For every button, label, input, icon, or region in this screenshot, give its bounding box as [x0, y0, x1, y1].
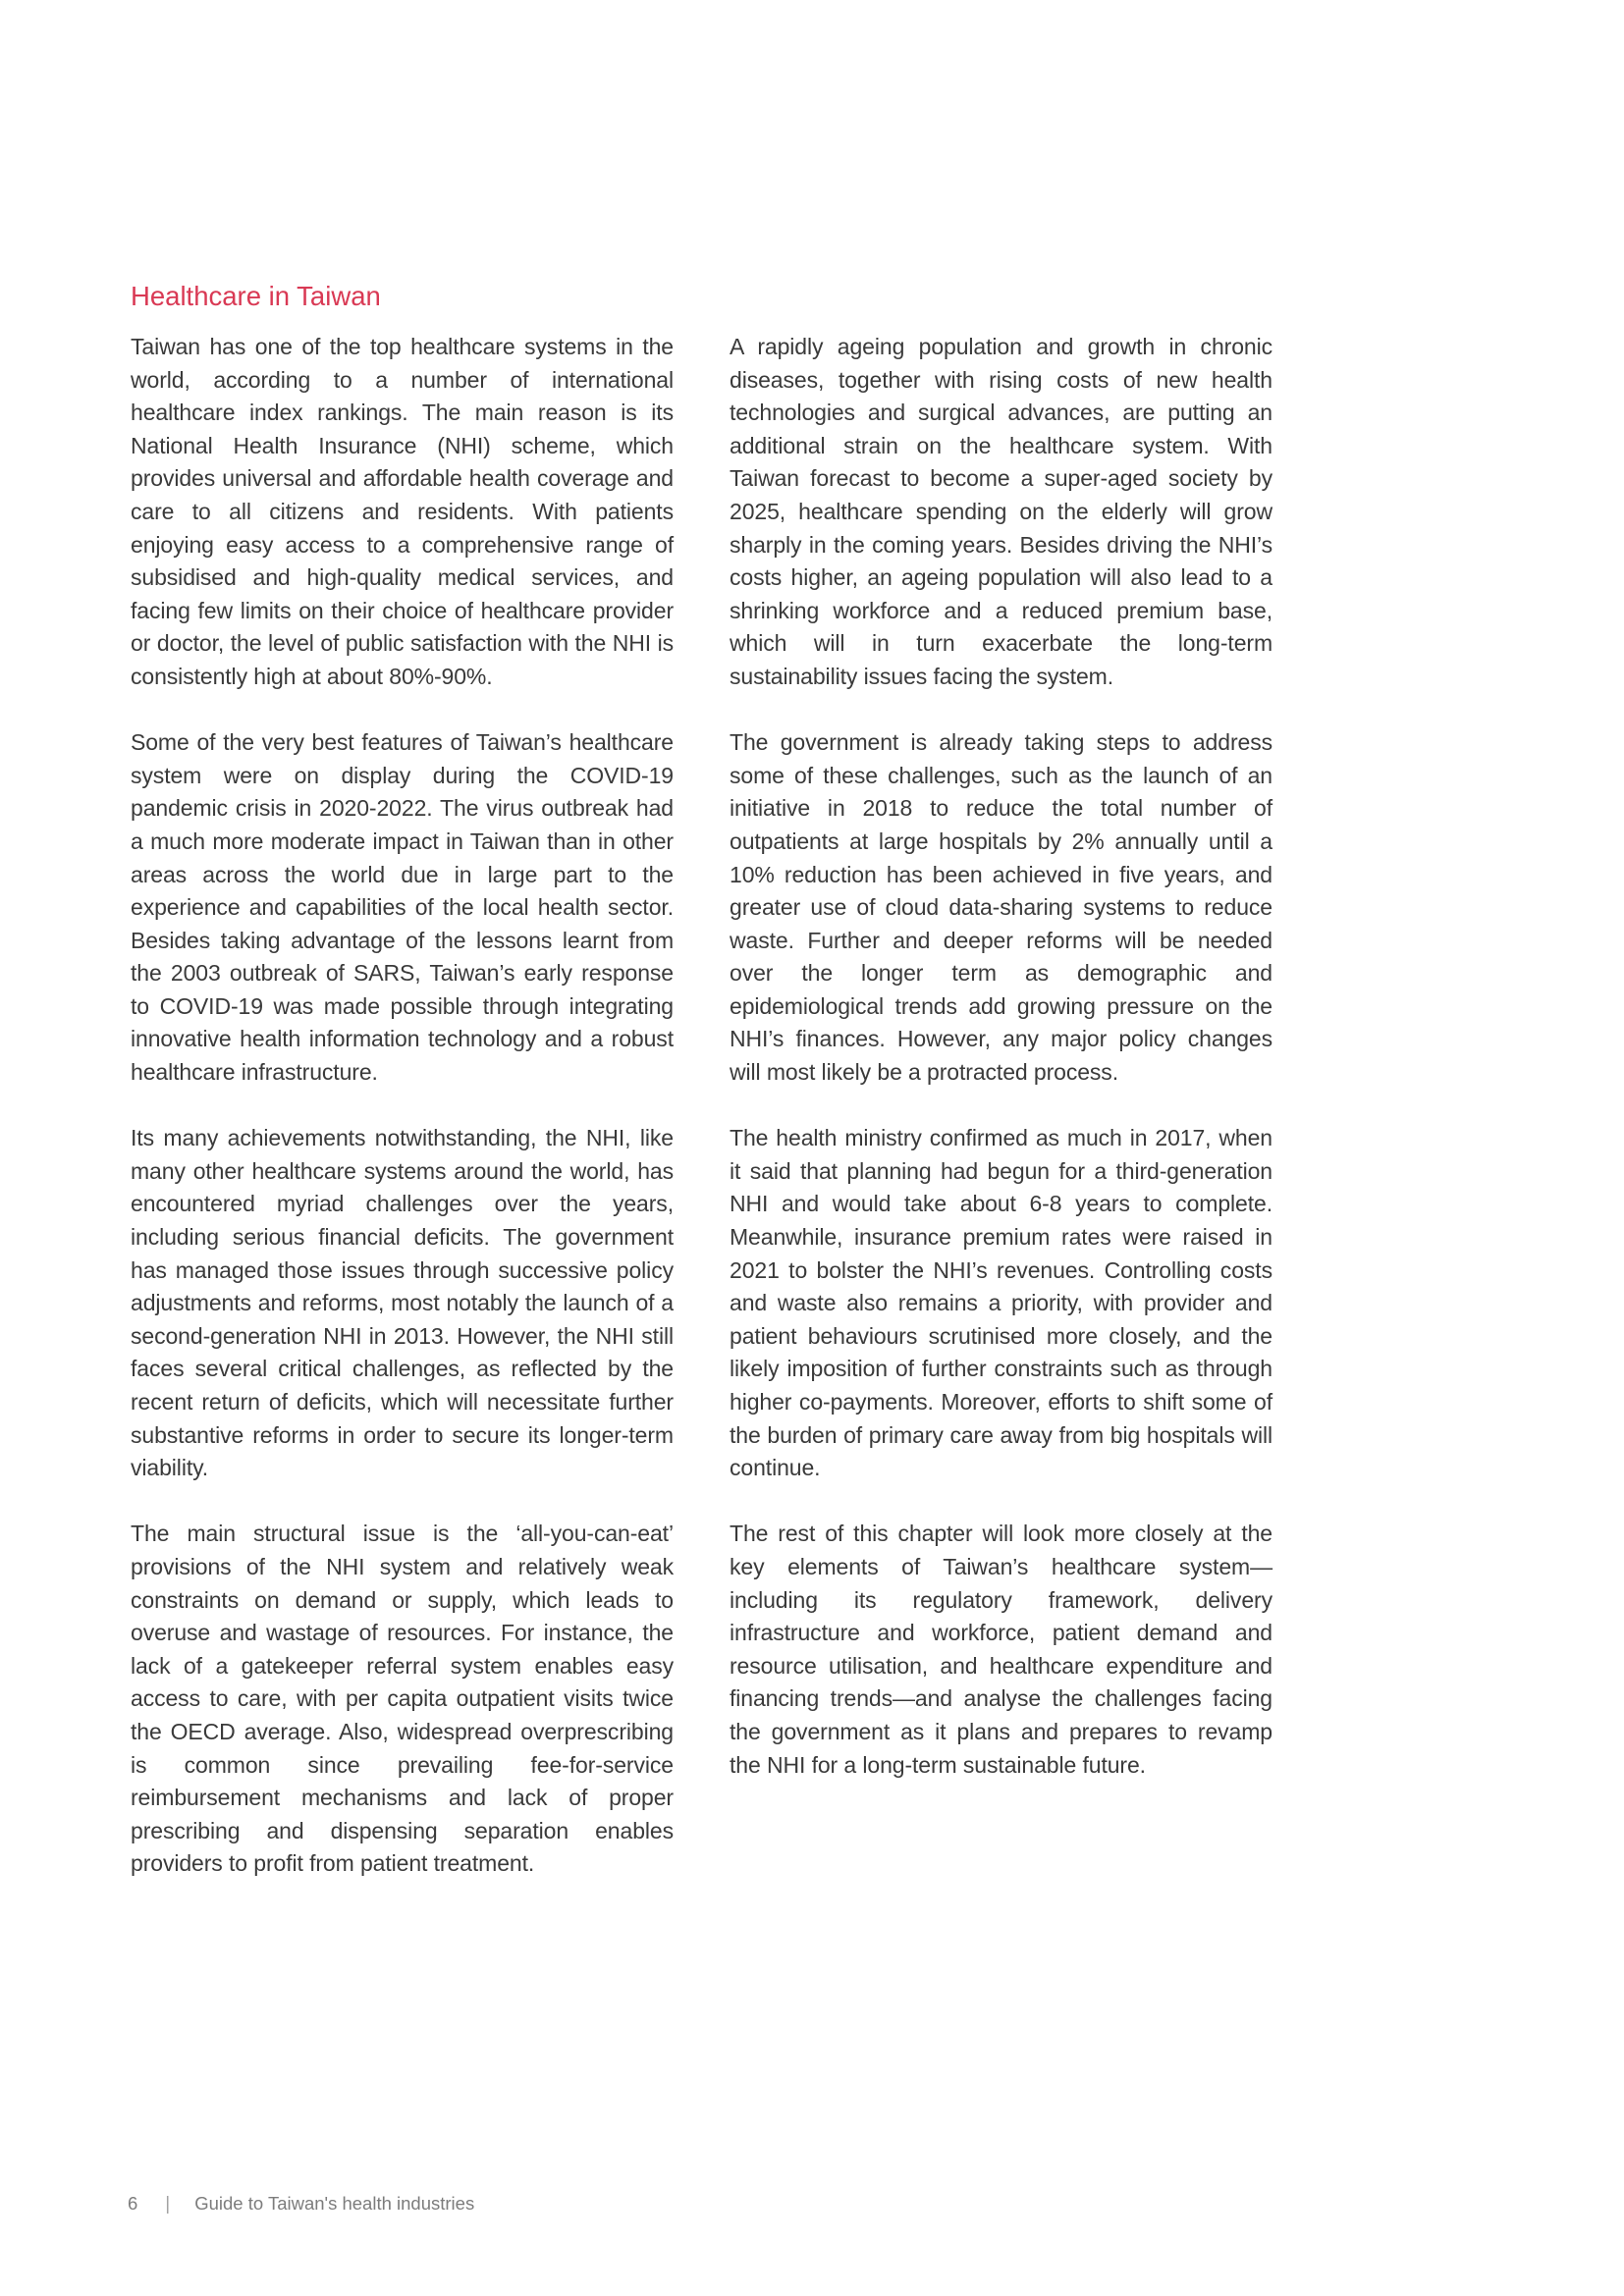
footer-title: Guide to Taiwan's health industries [194, 2193, 475, 2214]
two-column-layout [131, 331, 1272, 1881]
paragraph: The government is already taking steps to address some of these challenges, such as the launch of an initiative in 2018 to reduce the total number of outpatients at large hospitals by 2% annually until a 10% reduction has been achieved in five years, and greater use of cloud data-sharing systems to reduce waste. Further and deeper reforms will be needed over the longer term as demographic and epidemiological trends add growing pressure on the NHI’s finances. However, any major policy changes will most likely be a protracted process. [730, 729, 1272, 1086]
column-right [730, 331, 1272, 1881]
page-footer [128, 2192, 474, 2216]
paragraph: Some of the very best features of Taiwan’s healthcare system were on display during the COVID-19 pandemic crisis in 2020-2022. The virus outbreak had a much more moderate impact in Taiwan than in other areas across the world due in large part to the experience and capabilities of the local health sector. Besides taking advantage of the lessons learnt from the 2003 outbreak of SARS, Taiwan’s early response to COVID-19 was made possible through integrating innovative health information technology and a robust healthcare infrastructure. [131, 729, 674, 1086]
paragraph: The health ministry confirmed as much in 2017, when it said that planning had begun for a third-generation NHI and would take about 6-8 years to complete. Meanwhile, insurance premium rates were raised in 2021 to bolster the NHI’s revenues. Controlling costs and waste also remains a priority, with provider and patient behaviours scrutinised more closely, and the likely imposition of further constraints such as through higher co-payments. Moreover, efforts to shift some of the burden of primary care away from big hospitals will continue. [730, 1125, 1272, 1481]
paragraph: The main structural issue is the ‘all-you-can-eat’ provisions of the NHI system and relatively weak constraints on demand or supply, which leads to overuse and wastage of resources. For instance, the lack of a gatekeeper referral system enables easy access to care, with per capita outpatient visits twice the OECD average. Also, widespread overprescribing is common since prevailing fee-for-service reimbursement mechanisms and lack of proper prescribing and dispensing separation enables providers to profit from patient treatment. [131, 1521, 674, 1877]
paragraph: A rapidly ageing population and growth in chronic diseases, together with rising costs of new health technologies and surgical advances, are putting an additional strain on the healthcare system. With Taiwan forecast to become a super-aged society by 2025, healthcare spending on the elderly will grow sharply in the coming years. Besides driving the NHI’s costs higher, an ageing population will also lead to a shrinking workforce and a reduced premium base, which will in turn exacerbate the long-term sustainability issues facing the system. [730, 334, 1272, 689]
paragraph: Its many achievements notwithstanding, the NHI, like many other healthcare systems around the world, has encountered myriad challenges over the years, including serious financial deficits. The government has managed those issues through successive policy adjustments and reforms, most notably the launch of a second-generation NHI in 2013. However, the NHI still faces several critical challenges, as reflected by the recent return of deficits, which will necessitate further substantive reforms in order to secure its longer-term viability. [131, 1125, 674, 1481]
paragraph: The rest of this chapter will look more closely at the key elements of Taiwan’s healthcare system—including its regulatory framework, delivery infrastructure and workforce, patient demand and resource utilisation, and healthcare expenditure and financing trends—and analyse the challenges facing the government as it plans and prepares to revamp the NHI for a long-term sustainable future. [730, 1521, 1272, 1778]
page-number: 6 [128, 2193, 138, 2214]
section-heading: Healthcare in Taiwan [131, 281, 381, 311]
paragraph: Taiwan has one of the top healthcare systems in the world, according to a number of international healthcare index rankings. The main reason is its National Health Insurance (NHI) scheme, which provides universal and affordable health coverage and care to all citizens and residents. With patients enjoying easy access to a comprehensive range of subsidised and high-quality medical services, and facing few limits on their choice of healthcare provider or doctor, the level of public satisfaction with the NHI is consistently high at about 80%-90%. [131, 334, 674, 689]
column-left [131, 331, 674, 1881]
footer-separator: | [165, 2194, 171, 2215]
